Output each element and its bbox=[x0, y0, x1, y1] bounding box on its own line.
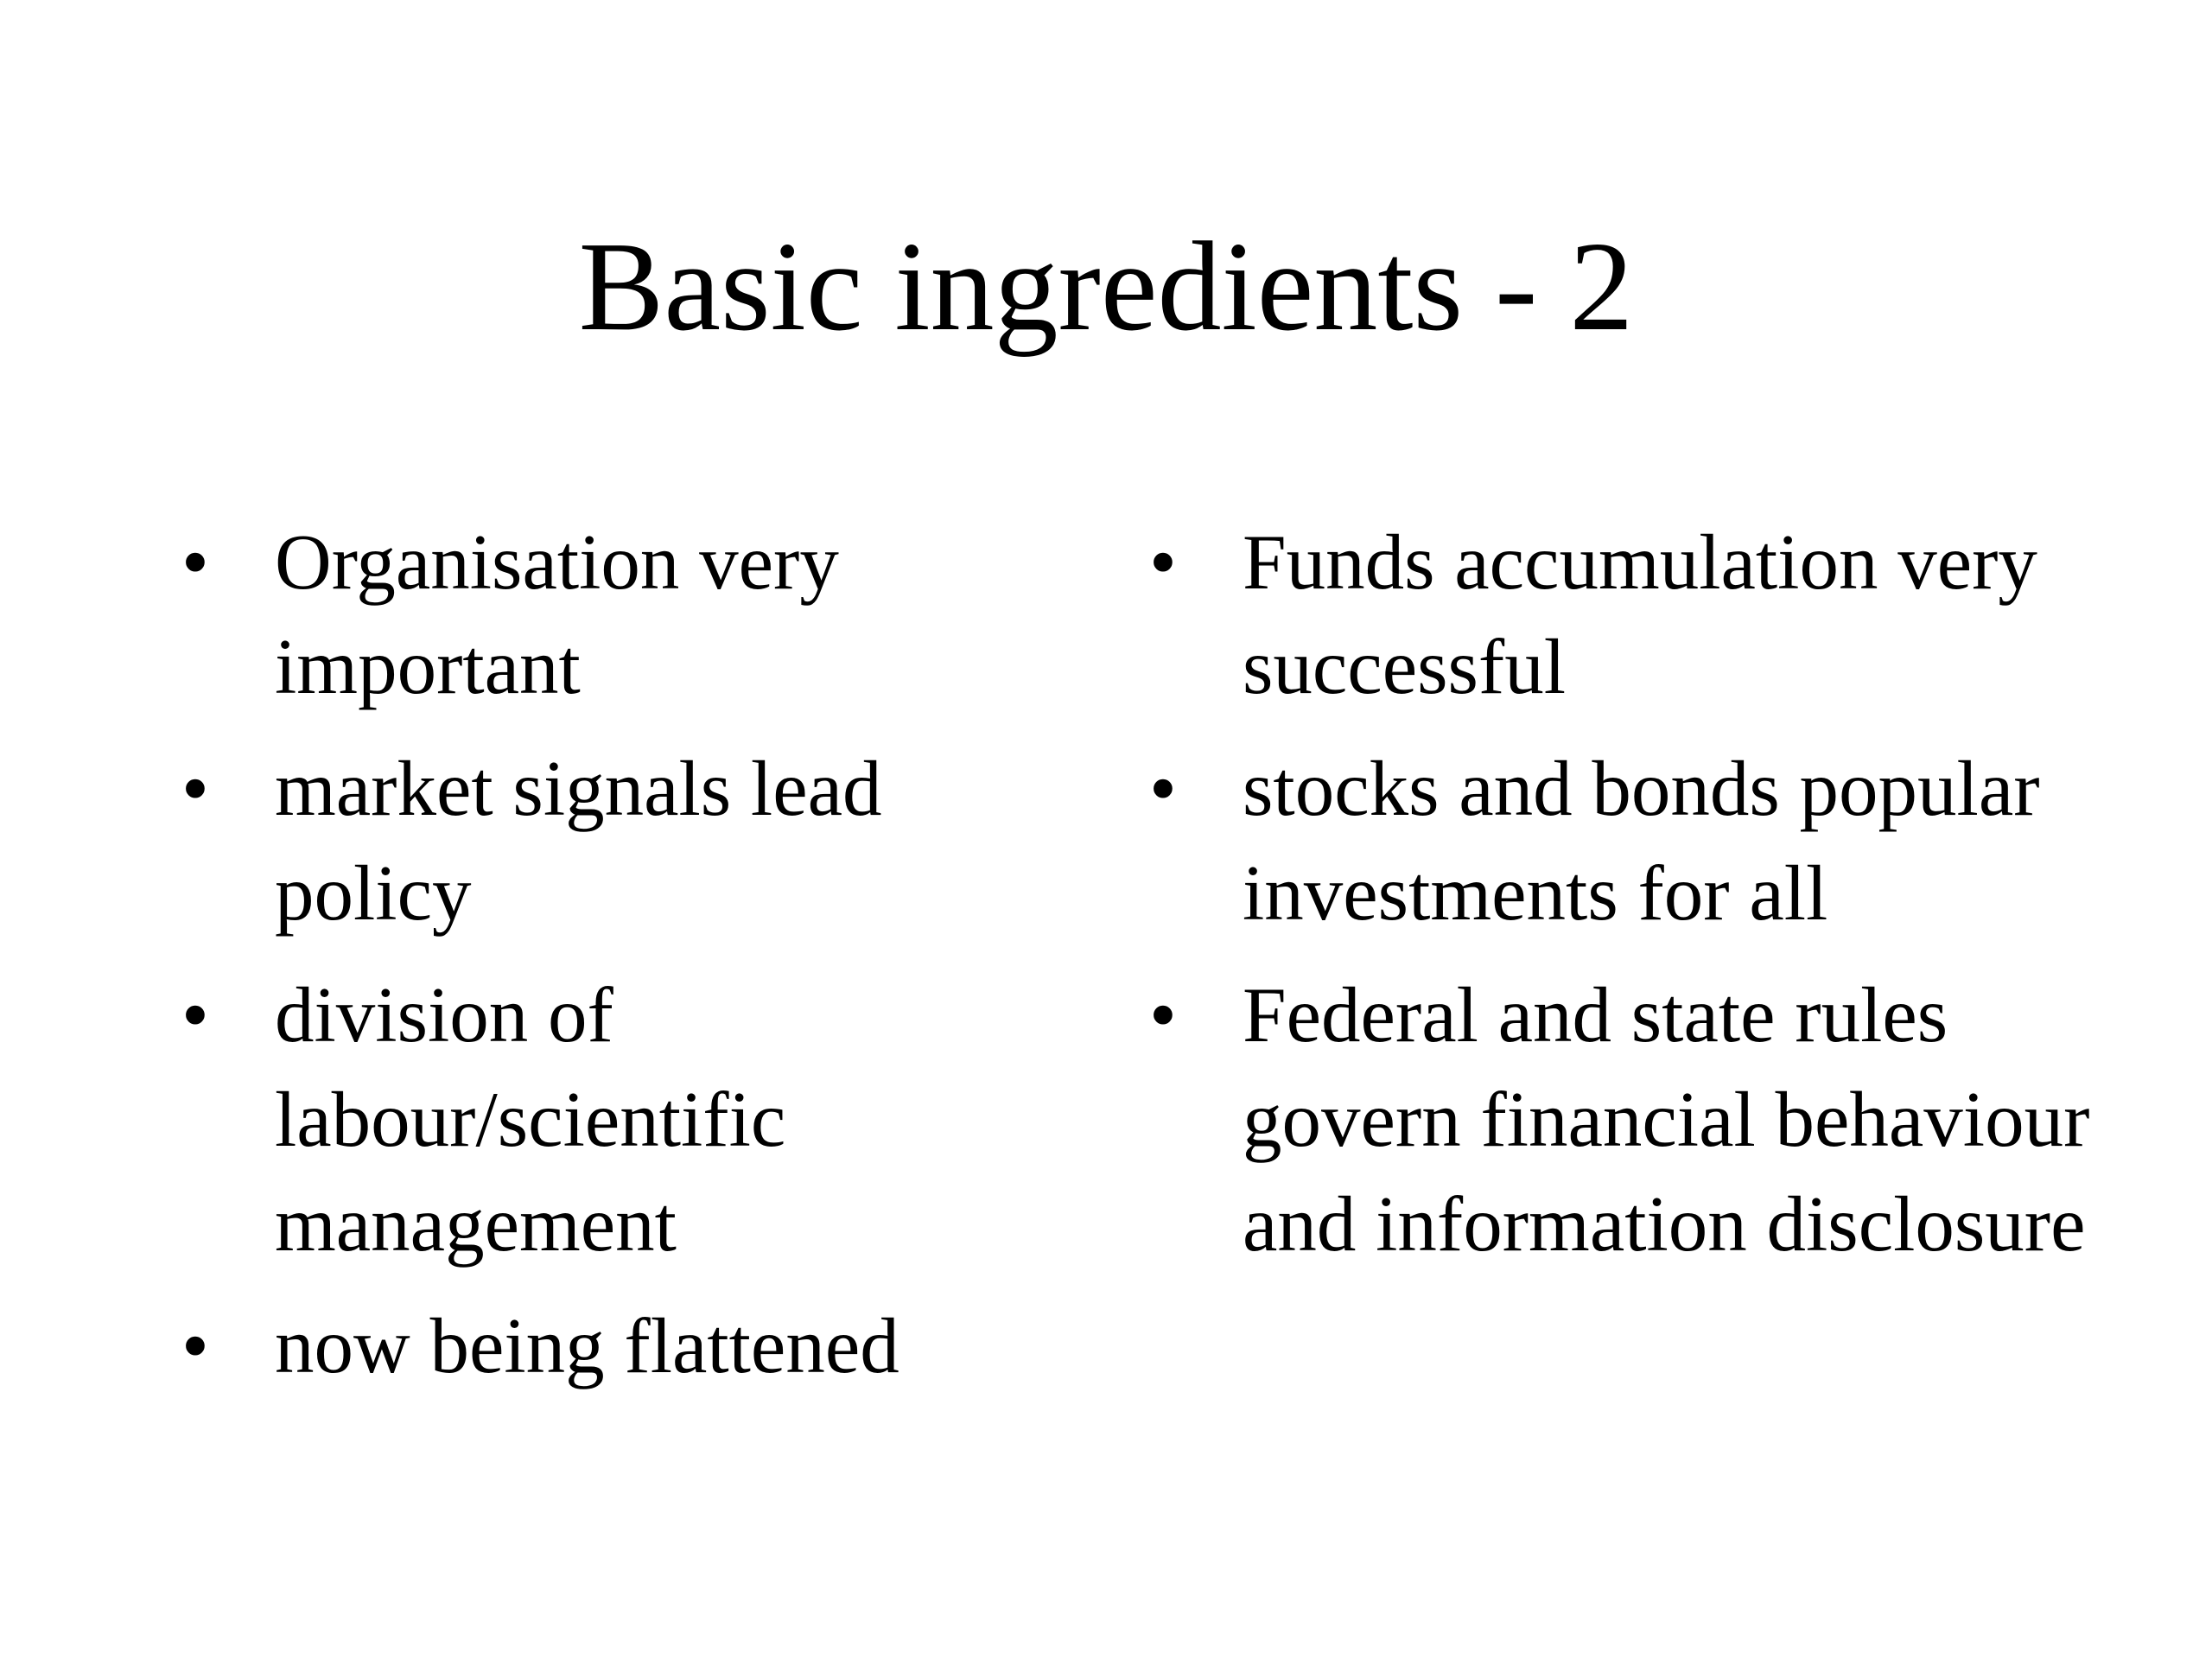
bullet-item bbox=[181, 963, 1037, 1276]
bullet-item bbox=[181, 736, 1037, 945]
bullet-text: division of labour/scientific management bbox=[275, 971, 786, 1268]
bullet-item bbox=[1149, 963, 2126, 1276]
bullet-text: stocks and bonds popular investments for all bbox=[1243, 745, 2040, 937]
bullet-icon: • bbox=[181, 1302, 209, 1389]
bullet-item bbox=[1149, 510, 2126, 719]
bullet-item bbox=[181, 1294, 1037, 1398]
bullet-icon: • bbox=[181, 745, 209, 832]
bullet-item bbox=[1149, 736, 2126, 945]
bullet-item bbox=[181, 510, 1037, 719]
bullet-icon: • bbox=[1149, 745, 1177, 832]
bullet-icon: • bbox=[1149, 971, 1177, 1058]
bullet-icon: • bbox=[181, 518, 209, 606]
bullet-text: Organisation very important bbox=[275, 518, 839, 710]
bullet-text: market signals lead policy bbox=[275, 745, 882, 937]
left-bullet-list bbox=[181, 510, 1037, 1415]
bullet-text: now being flattened bbox=[275, 1302, 899, 1389]
bullet-icon: • bbox=[181, 971, 209, 1058]
slide-title: Basic ingredients - 2 bbox=[578, 216, 1634, 358]
bullet-icon: • bbox=[1149, 518, 1177, 606]
bullet-text: Federal and state rules govern financial behaviour and information disclosure bbox=[1243, 971, 2090, 1268]
right-bullet-list bbox=[1149, 510, 2126, 1294]
bullet-text: Funds accumulation very successful bbox=[1243, 518, 2037, 710]
